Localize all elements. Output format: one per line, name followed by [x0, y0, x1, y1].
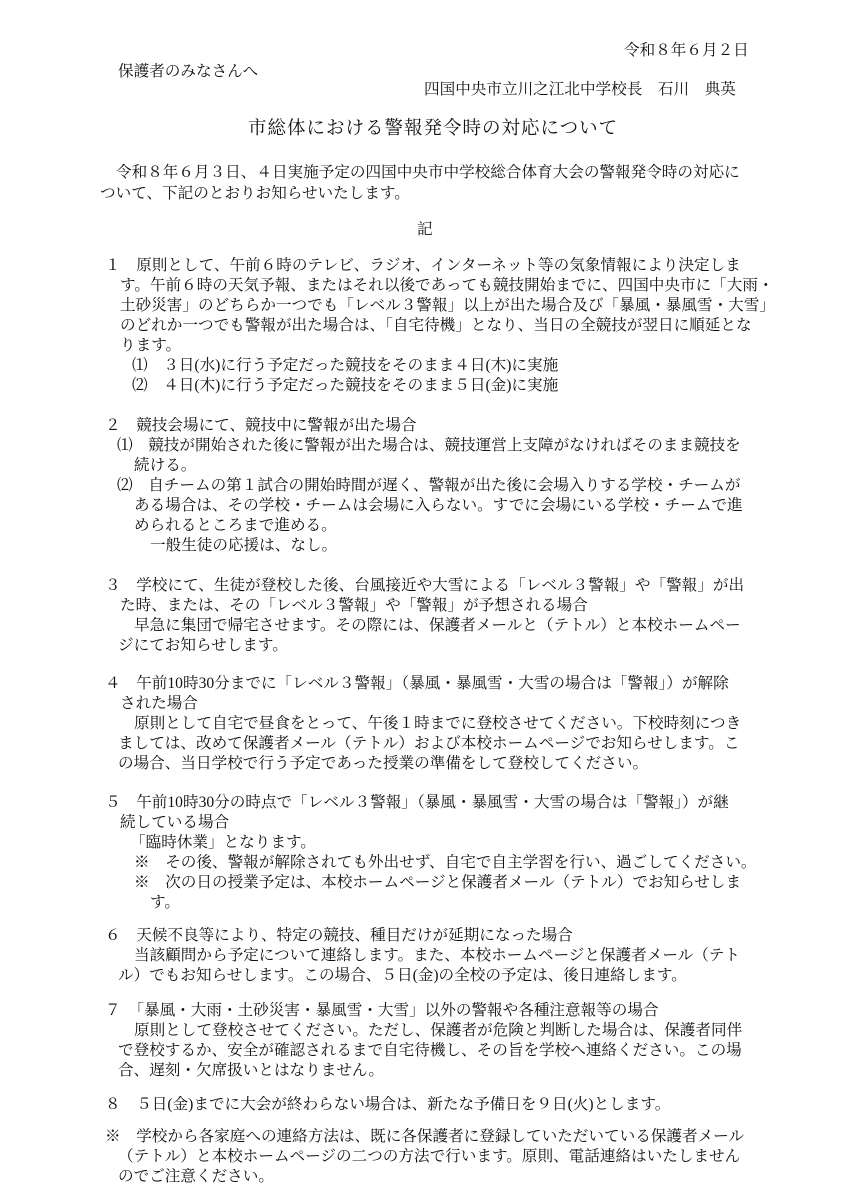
section-4-line: ましては、改めて保護者メール（テトル）および本校ホームページでお知らせします。こ: [118, 735, 740, 752]
section-2-heading: ２ 競技会場にて、競技中に警報が出た場合: [105, 417, 417, 434]
section-7-line: ７ 「暴風・大雨・土砂災害・暴風雪・大雪」以外の警報や各種注意報等の場合: [105, 1002, 659, 1019]
date: 令和８年６月２日: [624, 42, 749, 59]
section-6-line: 当該顧問から予定について連絡します。また、本校ホームページと保護者メール（テト: [134, 947, 740, 964]
section-4-line: 原則として自宅で昼食をとって、午後１時までに登校させてください。下校時刻につき: [134, 715, 742, 732]
section-6-line: ル）でもお知らせします。この場合、５日(金)の全校の予定は、後日連絡します。: [118, 967, 687, 984]
section-4-line: された場合: [120, 695, 198, 712]
section-1-line: のどれか一つでも警報が出た場合は、「自宅待機」となり、当日の全競技が翌日に順延とな: [120, 317, 752, 334]
intro-line: 令和８年６月３日、４日実施予定の四国中央市中学校総合体育大会の警報発令時の対応に: [116, 164, 740, 181]
section-1-line: １ 原則として、午前６時のテレビ、ラジオ、インターネット等の気象情報により決定しま: [105, 257, 741, 274]
section-3-line: た時、または、その「レベル３警報」や「警報」が予想される場合: [120, 597, 588, 614]
section-1-sub-item: ⑴ ３日(水)に行う予定だった競技をそのまま４日(木)に実施: [132, 357, 559, 374]
section-6-line: ６ 天候不良等により、特定の競技、種目だけが延期になった場合: [105, 927, 573, 944]
section-5-line: ５ 午前10時30分の時点で「レベル３警報」（暴風・暴風雪・大雪の場合は「警報」）が継: [105, 794, 729, 811]
section-2-line: 一般生徒の応援は、なし。: [150, 537, 338, 554]
section-1-line: す。午前６時の天気予報、またはそれ以後であっても競技開始までに、四国中央市に「大雨・: [120, 277, 774, 294]
section-8-line: ８ ５日(金)までに大会が終わらない場合は、新たな予備日を９日(火)とします。: [105, 1096, 671, 1113]
section-1-line: 土砂災害」のどちらか一つでも「レベル３警報」以上が出た場合及び「暴風・暴風雪・大雪」: [120, 297, 775, 314]
section-5-line: 「臨時休業」となります。: [130, 834, 316, 851]
section-7-line: 原則として登校させてください。ただし、保護者が危険と判断した場合は、保護者同伴: [134, 1022, 743, 1039]
section-5-line: ※ 次の日の授業予定は、本校ホームページと保護者メール（テトル）でお知らせしま: [134, 874, 742, 891]
section-2-line: ある場合は、その学校・チームは会場に入らない。すでに会場にいる学校・チームで進: [134, 497, 743, 514]
note-line: （テトル）と本校ホームページの二つの方法で行います。原則、電話連絡はいたしません: [118, 1148, 741, 1165]
section-1-sub-item: ⑵ ４日(木)に行う予定だった競技をそのまま５日(金)に実施: [132, 377, 559, 394]
section-4-line: ４ 午前10時30分までに「レベル３警報」（暴風・暴風雪・大雪の場合は「警報」）が解除: [105, 675, 729, 692]
document-title: 市総体における警報発令時の対応について: [248, 119, 619, 139]
section-2-line: ⑵ 自チームの第１試合の開始時間が遅く、警報が出た後に会場入りする学校・チームが: [117, 477, 741, 494]
section-1-line: ります。: [120, 337, 182, 354]
section-2-line: ⑴ 競技が開始された後に警報が出た場合は、競技運営上支障がなければそのまま競技を: [117, 437, 741, 454]
note-line: のでご注意ください。: [118, 1168, 274, 1185]
section-3-line: ジにてお知らせします。: [118, 637, 288, 654]
section-2-line: 続ける。: [134, 457, 197, 474]
note-line: ※ 学校から各家庭への連絡方法は、既に各保護者に登録していただいている保護者メール: [105, 1128, 745, 1145]
intro-line: ついて、下記のとおりお知らせいたします。: [100, 185, 410, 202]
section-7-line: で登校するか、安全が確認されるまで自宅待機し、その旨を学校へ連絡ください。この場: [118, 1042, 742, 1059]
section-3-line: ３ 学校にて、生徒が登校した後、台風接近や大雪による「レベル３警報」や「警報」が出: [105, 577, 745, 594]
section-4-line: の場合、当日学校で行う予定であった授業の準備をして登校してください。: [118, 755, 649, 772]
section-2-line: められるところまで進める。: [134, 517, 337, 534]
ki-mark: 記: [417, 221, 433, 238]
section-7-line: 合、遅刻・欠席扱いとはなりません。: [118, 1062, 385, 1079]
sender: 四国中央市立川之江北中学校長 石川 典英: [424, 81, 736, 98]
section-3-line: 早急に集団で帰宅させます。その際には、保護者メールと（テトル）と本校ホームペー: [134, 617, 741, 634]
section-5-line: す。: [150, 894, 180, 911]
section-5-line: 続している場合: [120, 814, 230, 831]
addressee: 保護者のみなさんへ: [118, 63, 259, 80]
section-5-line: ※ その後、警報が解除されても外出せず、自宅で自主学習を行い、過ごしてください。: [134, 854, 757, 871]
